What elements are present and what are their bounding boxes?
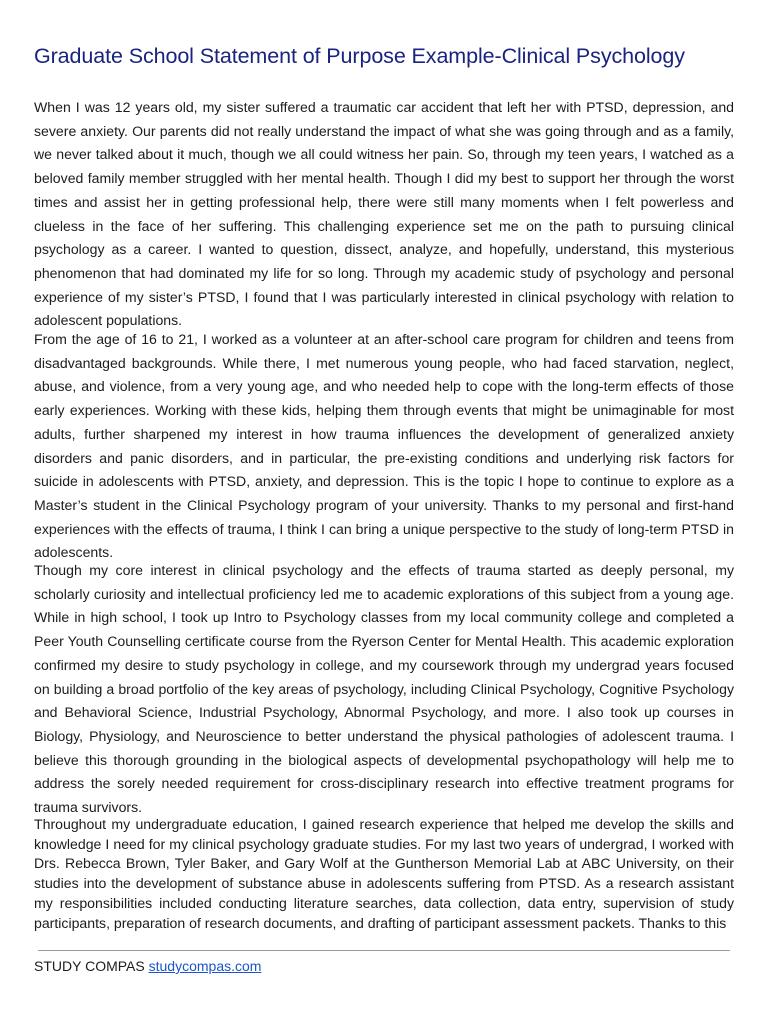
footer [34, 958, 261, 974]
paragraph-2: From the age of 16 to 21, I worked as a volunteer at an after-school care program for children and teens from disadvantaged backgrounds. While there, I met numerous young people, who had faced starvation, neglect, abuse, and violence, from a very young age, and who needed help to cope with the long-term effects of those early experiences. Working with these kids, helping them through events that might be unimaginable for most adults, further sharpened my interest in how trauma influences the development of generalized anxiety disorders and panic disorders, and in particular, the pre-existing conditions and underlying risk factors for suicide in adolescents with PTSD, anxiety, and depression. This is the topic I hope to continue to explore as a Master’s student in the Clinical Psychology program of your university. Thanks to my personal and first-hand experiences with the effects of trauma, I think I can bring a unique perspective to the study of long-term PTSD in adolescents. [34, 331, 734, 561]
footer-brand: STUDY COMPAS [34, 958, 145, 974]
paragraph-3: Though my core interest in clinical psychology and the effects of trauma started as deeply personal, my scholarly curiosity and intellectual proficiency led me to academic explorations of this subject from a young age. While in high school, I took up Intro to Psychology classes from my local community college and completed a Peer Youth Counselling certificate course from the Ryerson Center for Mental Health. This academic exploration confirmed my desire to study psychology in college, and my coursework through my undergrad years focused on building a broad portfolio of the key areas of psychology, including Clinical Psychology, Cognitive Psychology and Behavioral Science, Industrial Psychology, Abnormal Psychology, and more. I also took up courses in Biology, Physiology, and Neuroscience to better understand the physical pathologies of adolescent trauma. I believe this thorough grounding in the biological aspects of developmental psychopathology will help me to address the sorely needed requirement for cross-disciplinary research into effective treatment programs for trauma survivors. [34, 562, 734, 816]
paragraph-4: Throughout my undergraduate education, I gained research experience that helped me develop the skills and knowledge I need for my clinical psychology graduate studies. For my last two years of undergrad, I worked with Drs. Rebecca Brown, Tyler Baker, and Gary Wolf at the Guntherson Memorial Lab at ABC University, on their studies into the development of substance abuse in adolescents suffering from PTSD. As a research assistant my responsibilities included conducting literature searches, data collection, data entry, supervision of study participants, preparation of research documents, and drafting of participant assessment packets. Thanks to this [34, 816, 734, 931]
paragraph-1: When I was 12 years old, my sister suffered a traumatic car accident that left her with PTSD, depression, and severe anxiety. Our parents did not really understand the impact of what she was going through and as a family, we never talked about it much, though we all could witness her pain. So, through my teen years, I watched as a beloved family member struggled with her mental health. Though I did my best to support her through the worst times and assist her in getting professional help, there were still many moments when I felt powerless and clueless in the face of her suffering. This challenging experience set me on the path to pursuing clinical psychology as a career. I wanted to question, dissect, analyze, and hopefully, understand, this mysterious phenomenon that had dominated my life for so long. Through my academic study of psychology and personal experience of my sister’s PTSD, I found that I was particularly interested in clinical psychology with relation to adolescent populations. [34, 99, 734, 329]
page-title: Graduate School Statement of Purpose Example-Clinical Psychology [34, 44, 685, 68]
footer-divider [38, 950, 730, 951]
footer-link[interactable]: studycompas.com [148, 958, 262, 974]
